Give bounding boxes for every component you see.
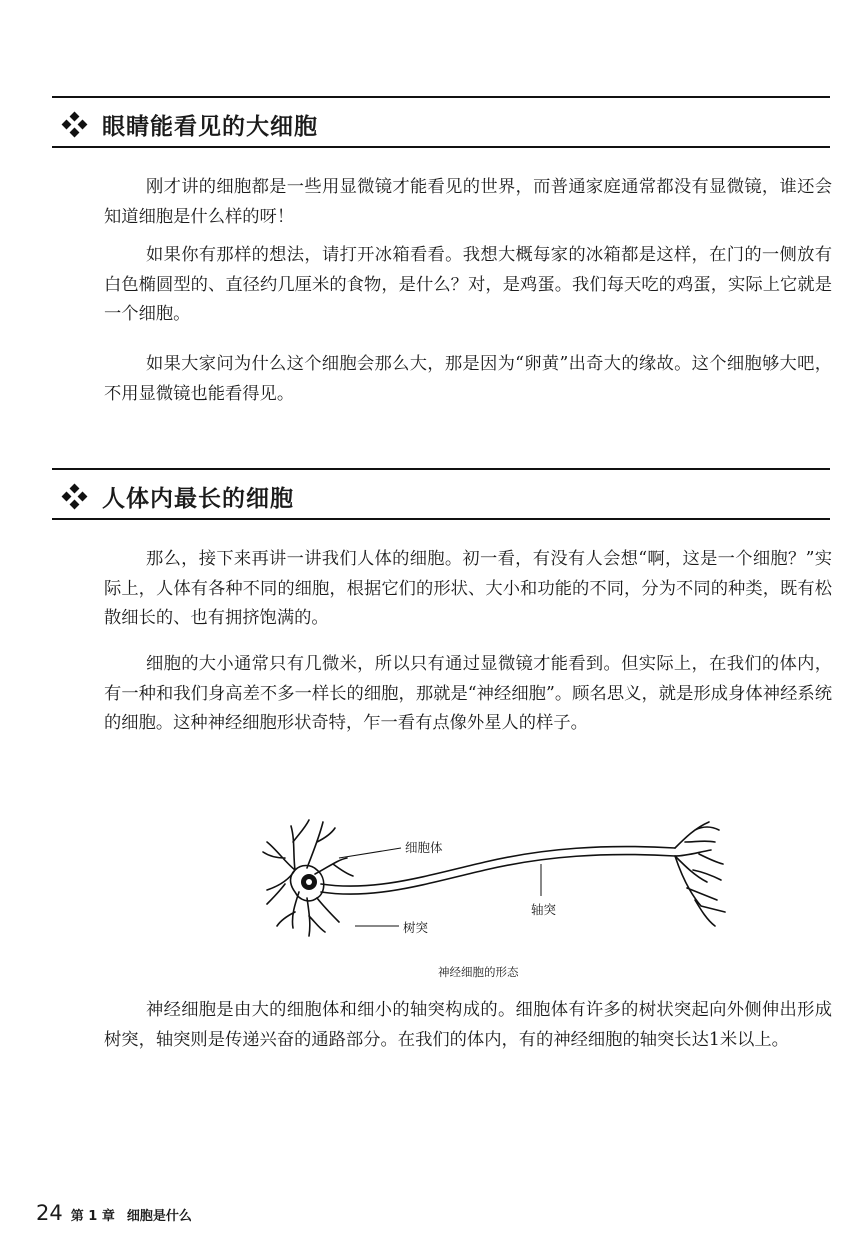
section-header-1 xyxy=(52,96,830,152)
paragraph: 刚才讲的细胞都是一些用显微镜才能看见的世界，而普通家庭通常都没有显微镜，谁还会知道细胞是什么样的呀！ xyxy=(104,177,832,227)
chapter-title: 细胞是什么 xyxy=(126,1209,192,1224)
label-axon: 轴突 xyxy=(531,902,557,917)
section-title: 人体内最长的细胞 xyxy=(102,486,294,512)
figure-caption: 神经细胞的形态 xyxy=(438,965,519,979)
page-footer xyxy=(36,1201,192,1225)
paragraph: 细胞的大小通常只有几微米，所以只有通过显微镜才能看到。但实际上，在我们的体内，有一种和我们身高差不多一样长的细胞，那就是“神经细胞”。顾名思义，就是形成身体神经系统的细胞。这种神经细胞形状奇特，乍一看有点像外星人的样子。 xyxy=(104,654,832,733)
paragraph: 那么，接下来再讲一讲我们人体的细胞。初一看，有没有人会想“啊，这是一个细胞？”实际上，人体有各种不同的细胞，根据它们的形状、大小和功能的不同，分为不同的种类，既有松散细长的、也有拥挤饱满的。 xyxy=(104,549,832,628)
neuron-figure xyxy=(255,812,735,982)
header-rule-bottom xyxy=(52,146,830,148)
header-rule-bottom xyxy=(52,518,830,520)
section-title: 眼睛能看见的大细胞 xyxy=(102,114,318,140)
chapter-number: 第 1 章 xyxy=(70,1209,115,1224)
neuron-illustration xyxy=(255,812,735,962)
section-header-2 xyxy=(52,468,830,524)
diamond-bullet-icon xyxy=(62,484,88,510)
paragraph: 如果你有那样的想法，请打开冰箱看看。我想大概每家的冰箱都是这样，在门的一侧放有白色椭圆型的、直径约几厘米的食物，是什么？对，是鸡蛋。我们每天吃的鸡蛋，实际上它就是一个细胞。 xyxy=(104,245,832,324)
header-rule-top xyxy=(52,468,830,470)
label-dendrite: 树突 xyxy=(403,920,429,935)
diamond-bullet-icon xyxy=(62,112,88,138)
label-cell-body: 细胞体 xyxy=(405,840,443,855)
paragraph: 如果大家问为什么这个细胞会那么大，那是因为“卵黄”出奇大的缘故。这个细胞够大吧，不用显微镜也能看得见。 xyxy=(104,354,832,404)
page-number: 24 xyxy=(36,1201,63,1225)
paragraph: 神经细胞是由大的细胞体和细小的轴突构成的。细胞体有许多的树状突起向外侧伸出形成树突，轴突则是传递兴奋的通路部分。在我们的体内，有的神经细胞的轴突长达1米以上。 xyxy=(104,1000,832,1050)
header-rule-top xyxy=(52,96,830,98)
